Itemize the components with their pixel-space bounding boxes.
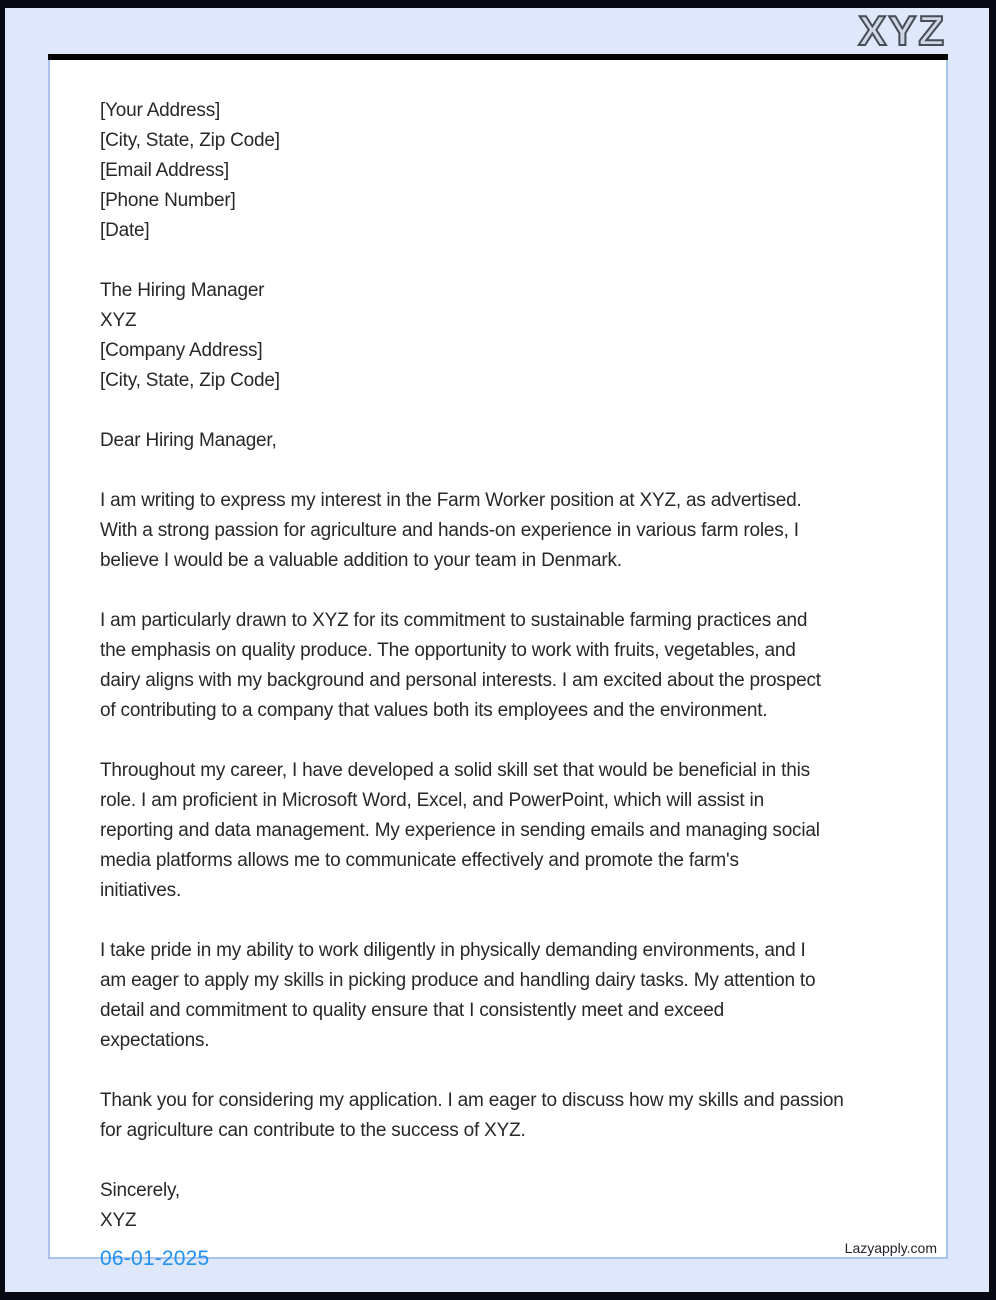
closing-line: Sincerely, xyxy=(100,1180,181,1201)
letter-content xyxy=(100,96,906,1266)
paragraph-line: media platforms allows me to communicate effectively and promote the farm's xyxy=(100,850,739,871)
paragraph-line: role. I am proficient in Microsoft Word, Excel, and PowerPoint, which will assist in xyxy=(100,790,764,811)
recipient-address-line: The Hiring Manager xyxy=(100,280,265,301)
date-stamp: 06-01-2025 xyxy=(100,1247,210,1270)
sender-address-line: [Email Address] xyxy=(100,160,229,181)
salutation xyxy=(100,426,906,456)
paragraph-line: Thank you for considering my application. I am eager to discuss how my skills and passion xyxy=(100,1090,844,1111)
salutation-line: Dear Hiring Manager, xyxy=(100,430,277,451)
sender-address-line: [Date] xyxy=(100,220,150,241)
recipient-address-line: XYZ xyxy=(100,310,137,331)
paragraph-line: With a strong passion for agriculture and hands-on experience in various farm roles, I xyxy=(100,520,799,541)
header-rule xyxy=(48,54,948,60)
paragraph-line: for agriculture can contribute to the success of XYZ. xyxy=(100,1120,526,1141)
paragraph-line: initiatives. xyxy=(100,880,182,901)
cover-letter-document xyxy=(48,60,948,1259)
sender-address-line: [Phone Number] xyxy=(100,190,236,211)
paragraph-line: dairy aligns with my background and personal interests. I am excited about the prospect xyxy=(100,670,821,691)
paragraph-3 xyxy=(100,756,906,906)
paragraph-line: am eager to apply my skills in picking produce and handling dairy tasks. My attention to xyxy=(100,970,816,991)
company-logo: XYZ xyxy=(858,7,946,54)
paragraph-4 xyxy=(100,936,906,1056)
paragraph-2 xyxy=(100,606,906,726)
paragraph-5 xyxy=(100,1086,906,1146)
sender-address-block xyxy=(100,96,906,246)
paragraph-line: the emphasis on quality produce. The opportunity to work with fruits, vegetables, and xyxy=(100,640,796,661)
recipient-address-block xyxy=(100,276,906,396)
paragraph-line: I take pride in my ability to work diligently in physically demanding environments, and I xyxy=(100,940,806,961)
paragraph-line: reporting and data management. My experience in sending emails and managing social xyxy=(100,820,820,841)
paragraph-line: believe I would be a valuable addition to your team in Denmark. xyxy=(100,550,622,571)
sender-address-line: [City, State, Zip Code] xyxy=(100,130,280,151)
paragraph-line: detail and commitment to quality ensure that I consistently meet and exceed xyxy=(100,1000,724,1021)
watermark: Lazyapply.com xyxy=(844,1240,937,1256)
sender-address-line: [Your Address] xyxy=(100,100,221,121)
paragraph-line: expectations. xyxy=(100,1030,210,1051)
paragraph-line: Throughout my career, I have developed a solid skill set that would be beneficial in this xyxy=(100,760,810,781)
recipient-address-line: [Company Address] xyxy=(100,340,263,361)
recipient-address-line: [City, State, Zip Code] xyxy=(100,370,280,391)
paragraph-line: of contributing to a company that values both its employees and the environment. xyxy=(100,700,768,721)
closing-block xyxy=(100,1176,906,1236)
paragraph-line: I am particularly drawn to XYZ for its commitment to sustainable farming practices and xyxy=(100,610,808,631)
paragraph-1 xyxy=(100,486,906,576)
paragraph-line: I am writing to express my interest in the Farm Worker position at XYZ, as advertised. xyxy=(100,490,802,511)
signature-line: XYZ xyxy=(100,1210,137,1231)
